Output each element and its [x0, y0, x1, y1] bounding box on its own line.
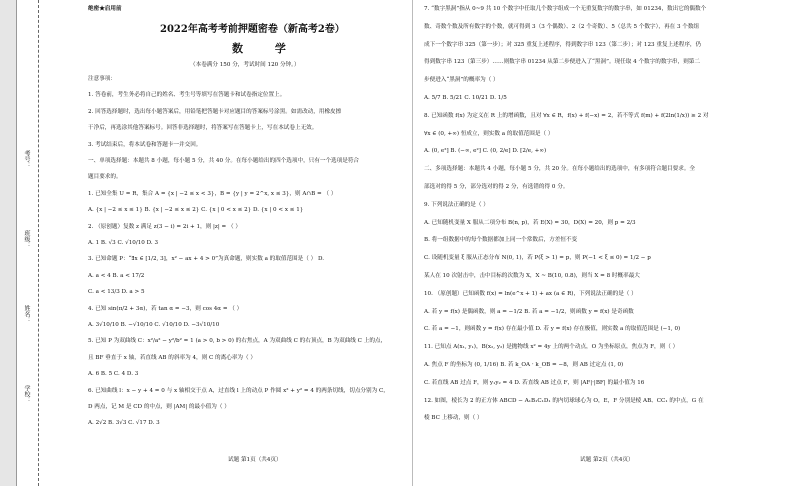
right-column-line: A. (0, e²] B. (−∞, e²] C. (0, 2/e] D. [2/e, +∞): [424, 148, 547, 155]
left-column-line: A. 6 B. 5 C. 4 D. 3: [88, 371, 139, 378]
left-column-line: A. 3√10/10 B. −√10/10 C. √10/10 D. −3√10/10: [88, 322, 220, 328]
column-divider: [412, 0, 413, 486]
cut-line: [38, 0, 39, 486]
right-column-line: 7. “数字黑洞”指从 0~9 共 10 个数字中任取几个数字组成一个无重复数字的数字串，如 01234，数出它的偶数个: [424, 6, 707, 12]
right-column-line: A. 若 y = f(x) 是偶函数，则 a = −1/2 B. 若 a = −1/2，则函数 y = f(x) 是奇函数: [424, 308, 634, 315]
left-column-line: 1. 答卷前，考生务必将自己的姓名、考生号等填写在答题卡和试卷指定位置上。: [88, 92, 286, 99]
left-column-line: A. 2√2 B. 3√3 C. √17 D. 3: [88, 420, 160, 427]
margin-label-name: 姓名：: [23, 305, 30, 323]
left-column-line: 5. 已知 P 为双曲线 C：x²/a² − y²/b² = 1 (a > 0, b > 0) 的右焦点，A 为双曲线 C 的右顶点，B 为双曲线 C 上的点，: [88, 338, 387, 345]
right-column-line: ∀x ∈ (0, +∞) 恒成立，则实数 a 的取值范围是（ ）: [424, 130, 554, 137]
right-column-line: 11. 已知点 A(x₁, y₁)，B(x₂, y₂) 是抛物线 x² = 4y 上的两个动点，O 为坐标原点，焦点为 F，则（ ）: [424, 344, 679, 351]
margin-label-school: 学校：: [23, 385, 30, 403]
margin-label-class: 班级：: [23, 230, 30, 248]
left-column-line: A. 1 B. √3 C. √10/10 D. 3: [88, 240, 159, 246]
left-column-line: 1. 已知全集 U = R，集合 A = {x | −2 ≤ x < 3}，B = {y | y = 2^x, x ≤ 3}，则 A∩B = （ ）: [88, 190, 337, 197]
left-column-line: A. a < 4 B. a < 17/2: [88, 272, 145, 279]
right-column-line: 数、奇数个数及所有数字的个数，就可得到 3（3 个偶数）、2（2 个奇数）、5（总共 5 个数字），再在 3 个数组: [424, 23, 700, 30]
left-column-line: 且 BF 垂直于 x 轴，若直线 AB 的斜率为 4，则 C 的离心率为（ ）: [88, 354, 256, 361]
right-column-line: A. 5/7 B. 5/21 C. 10/21 D. 1/5: [424, 95, 507, 101]
left-column-line: A. {x | −2 ≤ x ≤ 1} B. {x | −2 ≤ x ≤ 2} C. {x | 0 < x ≤ 2} D. {x | 0 < x ≤ 1}: [88, 207, 304, 214]
page-footer-left: 试题 第1页（共4页）: [228, 457, 282, 463]
right-column-line: C. 设随机变量 ξ 服从正态分布 N(0, 1)，若 P(ξ > 1) = p，则 P(−1 < ξ ≤ 0) = 1/2 − p: [424, 255, 651, 262]
left-column-line: 4. 已知 sin(π/2 + 3α)，若 tan α = −3，则 cos 4α = （ ）: [88, 305, 243, 312]
left-column-line: D 两点，记 M 是 CD 的中点，则 |AM| 的最小值为（ ）: [88, 404, 230, 410]
left-column-line: 题目要求的。: [88, 174, 122, 181]
right-column-line: 10. （原创题）已知函数 f(x) = ln(e^x + 1) + ax (a ∈ R)，下列说法正确的是（ ）: [424, 290, 637, 297]
left-column-line: 3. 已知命题 P：“∃x ∈ [1/2, 3]，x² − ax + 4 > 0”为真命题，则实数 a 的取值范围是（ ） D.: [88, 256, 325, 263]
left-column-line: 注意事项：: [88, 76, 116, 82]
left-column-line: 干净后，再选涂其他答案标号。回答非选择题时，将答案写在答题卡上，写在本试卷上无效。: [88, 125, 318, 132]
exam-note: （本卷满分 150 分，考试时间 120 分钟。）: [190, 62, 300, 68]
left-column-line: 6. 已知曲线 l：x − y + 4 = 0 与 x 轴相交于点 A，过直线 l 上的动点 P 作圆 x² + y² = 4 的两条切线，切点分别为 C，: [88, 387, 389, 394]
right-column-line: 9. 下列说法正确的是（ ）: [424, 201, 489, 208]
right-column-line: 部选对的得 5 分，部分选对的得 2 分，有选错的得 0 分。: [424, 184, 569, 190]
binding-band: [0, 0, 17, 486]
paper-title: 2022年高考考前押题密卷（新高考2卷）: [160, 24, 345, 35]
right-column-line: 步便进入“黑洞”的概率为（ ）: [424, 77, 499, 84]
subject-heading: 数 学: [232, 42, 300, 55]
right-column-line: 二、多项选择题：本题共 4 小题，每小题 5 分，共 20 分。在每小题给出的选项中，有多项符合题目要求。全: [424, 166, 696, 173]
right-column-line: 某人在 10 次射击中，击中目标的次数为 X，X ~ B(10, 0.8)，则当 X = 8 时概率最大: [424, 273, 640, 279]
right-column-line: 成下一个数字串 325（第一步）；对 325 重复上述程序，得到数字串 123（第二步）；对 123 重复上述程序，仍: [424, 41, 702, 48]
left-column-line: 2. 回答选择题时，选出每小题答案后，用铅笔把答题卡对应题目的答案标号涂黑。如需改动，用橡皮擦: [88, 108, 342, 115]
left-column-line: 一、单项选择题：本题共 8 小题，每小题 5 分，共 40 分。在每小题给出的四个选项中，只有一个选项是符合: [88, 158, 360, 164]
right-column-line: 12. 如图，棱长为 2 的正方体 ABCD − A₁B₁C₁D₁ 的内切球球心为 O，E，F 分别是棱 AB、CC₁ 的中点，G 在: [424, 397, 704, 404]
secret-mark: 绝密★启用前: [88, 6, 122, 12]
right-column-line: C. 若 a = −1，则函数 y = f(x) 存在最小值 D. 若 y = f(x) 存在极值，则实数 a 的取值范围是 (−1, 0): [424, 326, 681, 333]
margin-label-exam-no: 考号：: [23, 150, 30, 168]
right-column-line: 棱 BC 上移动，则（ ）: [424, 415, 483, 422]
left-column-line: 3. 考试结束后，将本试卷和答题卡一并交回。: [88, 141, 202, 148]
page-footer-right: 试题 第2页（共4页）: [580, 457, 634, 463]
right-column-line: 8. 已知函数 f(x) 为定义在 R 上的增函数，且对 ∀x ∈ R，f(x) + f(−x) = 2，若不等式 f(m) + f(2ln(1/x)) ≥ 2 对: [424, 112, 709, 119]
left-column-line: C. a < 13/3 D. a > 5: [88, 289, 145, 296]
left-column-line: 2. （原创题）复数 z 满足 z(3 − i) = 2i + 1，则 |z| = （ ）: [88, 223, 241, 230]
right-column-line: A. 焦点 F 的坐标为 (0, 1/16) B. 若 k_OA · k_OB = −8，则 AB 过定点 (1, 0): [424, 362, 624, 368]
right-column-line: 得到数字串 123（第三步）……则数字串 01234 从第二步便进入了“黑洞”。现任取 4 个数字的数字串，则第二: [424, 59, 700, 66]
right-column-line: B. 将一组数据中的每个数据都加上同一个常数后，方差恒不变: [424, 237, 578, 244]
right-column-line: A. 已知随机变量 X 服从二项分布 B(n, p)，若 E(X) = 30，D(X) = 20，则 p = 2/3: [424, 219, 636, 226]
right-column-line: C. 若直线 AB 过点 F，则 y₁y₂ = 4 D. 若直线 AB 过点 F，则 |AF|·|BF| 的最小值为 16: [424, 379, 645, 386]
binding-margin: [0, 0, 72, 486]
